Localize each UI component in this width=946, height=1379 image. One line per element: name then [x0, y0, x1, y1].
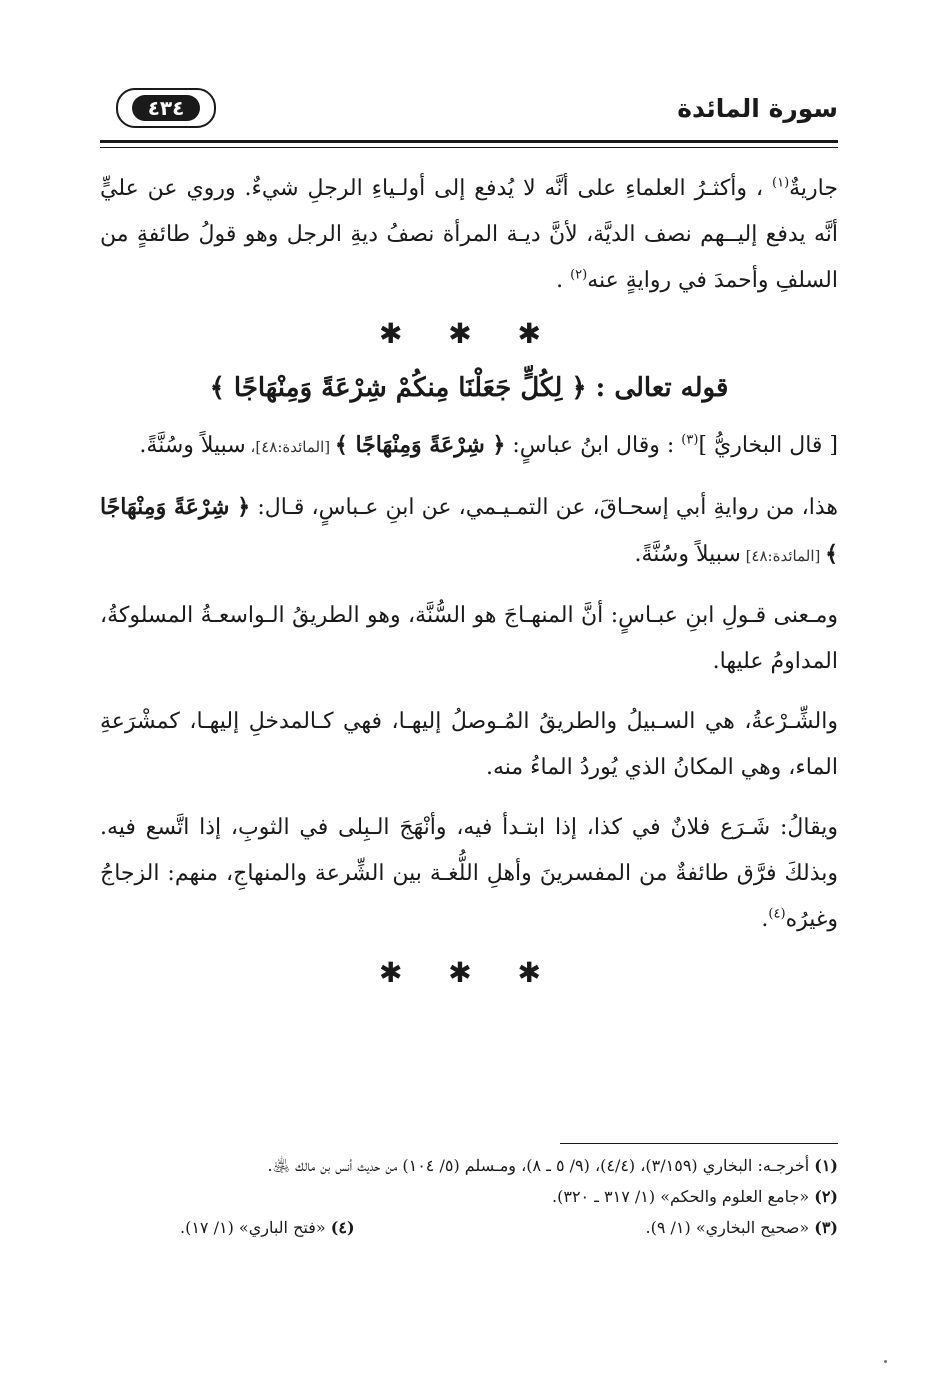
- heading-intro: قوله تعالى :: [595, 373, 729, 403]
- footnote-2-text: «جامع العلوم والحكم» (١/ ٣١٧ ـ ٣٢٠).: [552, 1187, 810, 1206]
- footnote-1-number: (١): [814, 1156, 838, 1175]
- scan-speck: [884, 1360, 887, 1363]
- main-text: [100, 166, 838, 999]
- section-separator-stars: ✱ ✱ ✱: [379, 317, 559, 350]
- p3-a: هذا، من روايةِ أبي إسحـاقَ، عن التمـيـمي، عن ابنِ عـباسٍ، قـال:: [250, 495, 838, 520]
- footnote-4-text: «فتح الباري» (١/ ١٧).: [180, 1218, 326, 1237]
- footnote-4-number: (٤): [330, 1218, 355, 1237]
- p2-verse: ﴿ شِرْعَةً وَمِنْهَاجًا ﴾: [334, 432, 506, 458]
- footnote-4: [180, 1212, 355, 1243]
- footnotes: [100, 1150, 838, 1243]
- p3-ref: [المائدة:٤٨]: [740, 547, 826, 565]
- footnote-ref-4: (٤): [768, 906, 786, 922]
- p3-b: سبيلاً وسُنَّةً.: [634, 542, 741, 567]
- header-rule-thick: [100, 140, 838, 143]
- p2-a: [ قال البخاريُّ ]: [698, 433, 838, 458]
- page-number-badge: [116, 88, 216, 128]
- p6-end: .: [761, 907, 769, 932]
- paragraph-6: [100, 805, 838, 943]
- p1-rest: ، وأكثـرُ العلماءِ على أنَّه لا يُدفع إلى أولـياءِ الرجلِ شيءٌ. وروي عن عليٍّ أنَّه يدفع إليــهم نصف الديَّة، لأنَّ ديـة المرأة نصفُ ديةِ الرجل وهو قولُ طائفةٍ من السلفِ وأحمدَ في روايةٍ عنه: [100, 176, 838, 293]
- paragraph-4: ومـعنى قـولِ ابنِ عبـاسٍ: أنَّ المنهـاجَ هو السُّنَّة، وهو الطريقُ الـواسعـةُ المسلوكةُ، المداومُ عليها.: [100, 603, 838, 674]
- header-rule-thin: [100, 147, 838, 148]
- footnote-ref-2: (٢): [570, 267, 588, 283]
- footnote-row-3-4: [100, 1212, 838, 1243]
- footnote-rule: [560, 1143, 838, 1144]
- paragraph-3: [100, 484, 838, 579]
- page-header: [100, 78, 838, 138]
- p3-verse: ﴿ شِرْعَةً وَمِنْهَاجًا ﴾: [100, 494, 838, 567]
- footnote-2: [100, 1181, 838, 1212]
- p2-b: : وقال ابنُ عباسٍ:: [505, 433, 682, 458]
- footnote-1: [100, 1150, 838, 1181]
- footnote-3-text: «صحيح البخاري» (١/ ٩).: [645, 1218, 810, 1237]
- paragraph-2: [100, 422, 838, 470]
- footnote-2-number: (٢): [814, 1187, 838, 1206]
- section-heading: [100, 360, 838, 416]
- p1-end: .: [556, 268, 571, 293]
- paragraph-1: [100, 166, 838, 304]
- footnote-3-number: (٣): [814, 1218, 838, 1237]
- footnote-3: [645, 1212, 838, 1243]
- section-separator-stars-2: ✱ ✱ ✱: [379, 956, 559, 989]
- paragraph-5: والشِّـرْعةُ، هي السـبيلُ والطريقُ المُـوصلُ إليهـا، فهي كـالمدخلِ إليهـا، كمشْرَعةِ الماء، وهي المكانُ الذي يُوردُ الماءُ منه.: [100, 709, 838, 780]
- p2-ref: [المائدة:٤٨]،: [245, 438, 335, 456]
- p6-text: ويقالُ: شَـرَع فلانٌ في كذا، إذا ابتـدأ فيه، وأنْهَجَ الـبِلى في الثوبِ، إذا اتَّسع فيه. وبذلكَ فرَّق طائفةٌ من المفسرينَ وأهلِ اللُّغـة بين الشِّرعة والمنهاجِ، منهم: الزجاجُ وغيرُه: [100, 815, 838, 932]
- p2-c: سبيلاً وسُنَّةً.: [139, 433, 246, 458]
- footnote-1-text: أخرجـه: البخاري (٣/١٥٩)، (٤/٤)، (٩/ ٥ ـ ٨)، ومـسلم (٥/ ١٠٤) من حديث أنس بن مالك ﵁.: [267, 1156, 810, 1175]
- surah-title: سورة المائدة: [677, 94, 838, 123]
- footnote-ref-1: (١): [772, 175, 790, 191]
- page-number: ٤٣٤: [132, 95, 200, 121]
- footnote-ref-3: (٣): [681, 432, 699, 448]
- heading-verse: ﴿ لِكُلٍّ جَعَلْنَا مِنكُمْ شِرْعَةً وَمِنْهَاجًا ﴾: [209, 373, 587, 403]
- p1-text: جاريةٌ: [789, 176, 838, 201]
